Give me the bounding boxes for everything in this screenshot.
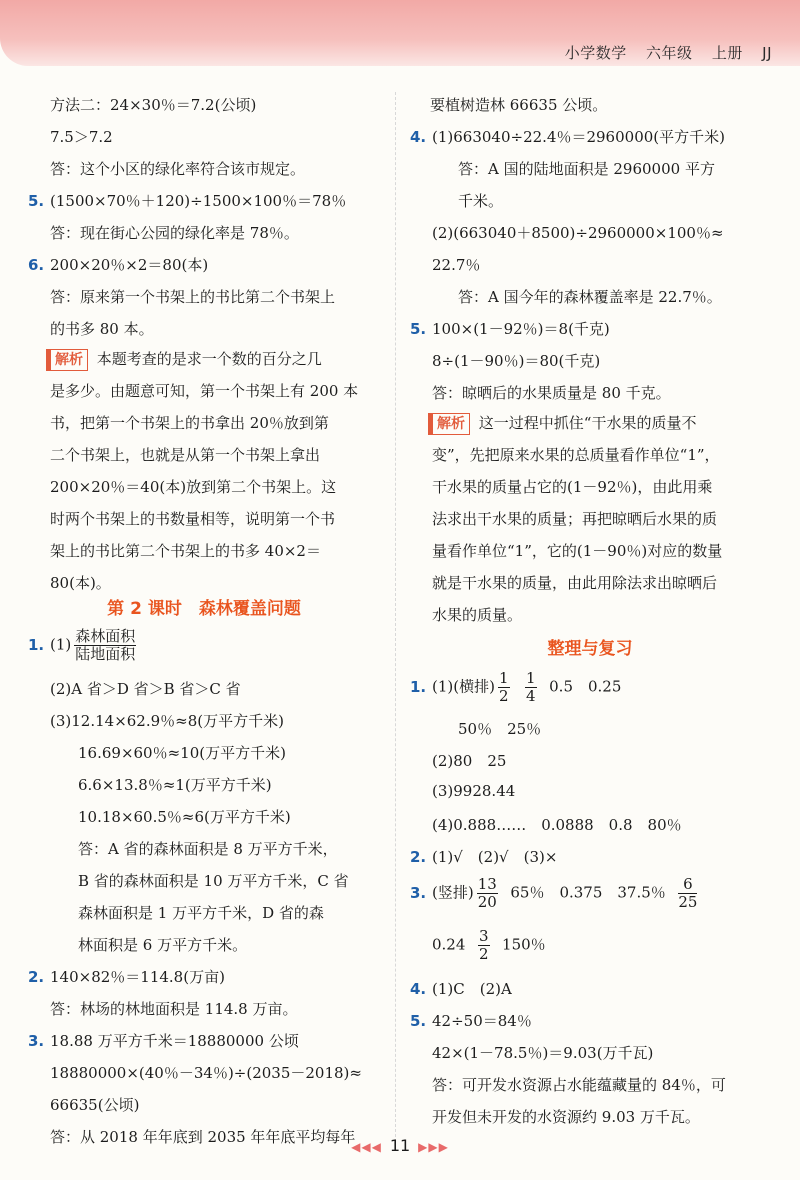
numerator: 森林面积 bbox=[75, 627, 136, 645]
fraction bbox=[477, 876, 498, 911]
problem-1 bbox=[28, 628, 139, 663]
text: (1)663040÷22.4％＝2960000(平方千米) bbox=[432, 128, 725, 146]
page-number: 11 bbox=[389, 1136, 411, 1155]
numerator: 3 bbox=[478, 927, 489, 945]
question-5 bbox=[410, 318, 610, 339]
section-title: 整理与复习 bbox=[547, 639, 633, 659]
text-line: 22.7％ bbox=[432, 256, 481, 274]
text-line: 千米。 bbox=[458, 192, 504, 210]
question-number: 6. bbox=[28, 256, 45, 274]
analysis-badge: 解析 bbox=[46, 349, 88, 371]
denominator: 2 bbox=[478, 945, 489, 963]
book-info bbox=[551, 42, 772, 63]
text-line: 架上的书比第二个书架上的书多 40×2＝ bbox=[50, 542, 321, 560]
question-number: 3. bbox=[28, 1032, 45, 1050]
next-arrows-icon: ▶▶▶ bbox=[418, 1140, 449, 1154]
text-line: 森林面积是 1 万平方千米，D 省的森 bbox=[78, 904, 324, 922]
column-divider bbox=[395, 92, 396, 1142]
text: 这一过程中抓住“干水果的质量不 bbox=[478, 414, 697, 432]
text-line: 答：晾晒后的水果质量是 80 千克。 bbox=[432, 384, 671, 402]
problem-3 bbox=[28, 1030, 299, 1051]
text-line: 水果的质量。 bbox=[432, 606, 523, 624]
text-line: B 省的森林面积是 10 万平方千米，C 省 bbox=[78, 872, 349, 890]
question-number: 2. bbox=[28, 968, 45, 986]
text-line: 200×20％＝40(本)放到第二个书架上。这 bbox=[50, 478, 337, 496]
fraction bbox=[678, 876, 697, 911]
section-title: 第 2 课时 森林覆盖问题 bbox=[107, 599, 301, 619]
question-6 bbox=[28, 254, 208, 275]
text-line: 50％ 25％ bbox=[458, 720, 542, 738]
text-line: 8÷(1－90％)＝80(千克) bbox=[432, 352, 601, 370]
denominator: 4 bbox=[526, 687, 536, 705]
text-line: 答：A 省的森林面积是 8 万平方千米， bbox=[78, 840, 338, 858]
text: 42÷50＝84％ bbox=[432, 1012, 532, 1030]
volume: 上册 bbox=[711, 44, 743, 62]
text-line: 量看作单位“1”，它的(1－90％)对应的数量 bbox=[432, 542, 723, 560]
analysis-first-line bbox=[428, 412, 696, 435]
text-line: 答：现在街心公园的绿化率是 78％。 bbox=[50, 224, 299, 242]
text-line: (3)9928.44 bbox=[432, 782, 516, 800]
text: 65％ 0.375 37.5％ bbox=[510, 883, 666, 902]
text-line: 10.18×60.5％≈6(万平方千米) bbox=[78, 808, 291, 826]
text-line: (2)80 25 bbox=[432, 752, 507, 770]
text: 200×20％×2＝80(本) bbox=[50, 256, 209, 274]
question-number: 2. bbox=[410, 848, 427, 866]
analysis-badge: 解析 bbox=[428, 413, 470, 435]
text: 140×82％＝114.8(万亩) bbox=[50, 968, 225, 986]
denominator: 20 bbox=[477, 893, 497, 911]
subject: 小学数学 bbox=[564, 44, 627, 62]
text-line: 开发但未开发的水资源约 9.03 万千瓦。 bbox=[432, 1108, 700, 1126]
review-5 bbox=[410, 1010, 532, 1031]
numerator: 1 bbox=[498, 669, 509, 687]
question-number: 5. bbox=[28, 192, 45, 210]
text-line: 答：可开发水资源占水能蕴藏量的 84％，可 bbox=[432, 1076, 726, 1094]
text: (竖排) bbox=[432, 883, 474, 902]
review-4 bbox=[410, 978, 512, 999]
text-line: 42×(1－78.5％)＝9.03(万千瓦) bbox=[432, 1044, 654, 1062]
question-number: 5. bbox=[410, 320, 427, 338]
text-line: 是多少。由题意可知，第一个书架上有 200 本 bbox=[50, 382, 359, 400]
denominator: 陆地面积 bbox=[75, 645, 136, 663]
review-3-line-2 bbox=[432, 928, 546, 963]
numerator: 13 bbox=[477, 875, 497, 893]
text: (1)C (2)A bbox=[432, 980, 512, 998]
edition: JJ bbox=[762, 44, 772, 62]
denominator: 2 bbox=[498, 687, 509, 705]
review-1 bbox=[410, 670, 621, 705]
numerator: 1 bbox=[526, 669, 536, 687]
text-line: 二个书架上，也就是从第一个书架上拿出 bbox=[50, 446, 321, 464]
text-line: 18880000×(40％－34％)÷(2035－2018)≈ bbox=[50, 1064, 362, 1082]
text-line: 法求出干水果的质量；再把晾晒后水果的质 bbox=[432, 510, 718, 528]
question-number: 4. bbox=[410, 980, 427, 998]
text-line: 变”，先把原来水果的总质量看作单位“1”， bbox=[432, 446, 720, 464]
question-number: 1. bbox=[410, 677, 427, 696]
fraction bbox=[478, 928, 490, 963]
text: 18.88 万平方千米＝18880000 公顷 bbox=[50, 1032, 299, 1050]
text-line: 7.5＞7.2 bbox=[50, 128, 113, 146]
text-line: 答：林场的林地面积是 114.8 万亩。 bbox=[50, 1000, 298, 1018]
text: (1) bbox=[50, 635, 72, 654]
text-line: 16.69×60％≈10(万平方千米) bbox=[78, 744, 286, 762]
text-line: (3)12.14×62.9％≈8(万平方千米) bbox=[50, 712, 284, 730]
text: 150％ bbox=[502, 935, 546, 954]
text-line: 80(本)。 bbox=[50, 574, 111, 592]
question-number: 5. bbox=[410, 1012, 427, 1030]
denominator: 25 bbox=[678, 893, 698, 911]
text-line: 干水果的质量占它的(1－92％)，由此用乘 bbox=[432, 478, 713, 496]
prev-arrows-icon: ◀◀◀ bbox=[351, 1140, 382, 1154]
text-line: 的书多 80 本。 bbox=[50, 320, 154, 338]
question-4 bbox=[410, 126, 725, 147]
text-line: 要植树造林 66635 公顷。 bbox=[430, 96, 608, 114]
numerator: 6 bbox=[678, 876, 697, 894]
question-number: 1. bbox=[28, 635, 45, 654]
text-line: 答：A 国今年的森林覆盖率是 22.7％。 bbox=[458, 288, 722, 306]
text-line: 书，把第一个书架上的书拿出 20％放到第 bbox=[50, 414, 329, 432]
text: (1)(横排) bbox=[432, 677, 495, 696]
text: 0.5 0.25 bbox=[549, 677, 622, 696]
text-line: 66635(公顷) bbox=[50, 1096, 140, 1114]
question-number: 4. bbox=[410, 128, 427, 146]
text-line: (4)0.888…… 0.0888 0.8 80％ bbox=[432, 816, 682, 834]
text: 本题考查的是求一个数的百分之几 bbox=[96, 350, 322, 368]
text-line: (2)(663040＋8500)÷2960000×100％≈ bbox=[432, 224, 724, 242]
question-number: 3. bbox=[410, 883, 427, 902]
text-line: 方法二：24×30％＝7.2(公顷) bbox=[50, 96, 257, 114]
text: (1)√ (2)√ (3)× bbox=[432, 848, 558, 866]
text-line: 答：原来第一个书架上的书比第二个书架上 bbox=[50, 288, 336, 306]
text: 0.24 bbox=[432, 935, 466, 954]
analysis-first-line bbox=[46, 348, 322, 371]
text-line: 答：从 2018 年年底到 2035 年年底平均每年 bbox=[50, 1128, 356, 1146]
grade: 六年级 bbox=[646, 44, 693, 62]
text: 100×(1－92％)＝8(千克) bbox=[432, 320, 610, 338]
text-line: 林面积是 6 万平方千米。 bbox=[78, 936, 248, 954]
question-5 bbox=[28, 190, 346, 211]
text-line: (2)A 省＞D 省＞B 省＞C 省 bbox=[50, 680, 241, 698]
text-line: 时两个书架上的书数量相等，说明第一个书 bbox=[50, 510, 336, 528]
fraction bbox=[498, 670, 510, 705]
problem-2 bbox=[28, 966, 225, 987]
page-footer bbox=[0, 1136, 800, 1155]
review-3 bbox=[410, 876, 700, 911]
fraction bbox=[525, 670, 537, 705]
text-line: 6.6×13.8％≈1(万平方千米) bbox=[78, 776, 272, 794]
text: (1500×70％＋120)÷1500×100％＝78％ bbox=[50, 192, 347, 210]
fraction bbox=[74, 628, 136, 663]
review-2 bbox=[410, 846, 557, 867]
text-line: 答：这个小区的绿化率符合该市规定。 bbox=[50, 160, 306, 178]
text-line: 答：A 国的陆地面积是 2960000 平方 bbox=[458, 160, 715, 178]
text-line: 就是干水果的质量，由此用除法求出晾晒后 bbox=[432, 574, 718, 592]
